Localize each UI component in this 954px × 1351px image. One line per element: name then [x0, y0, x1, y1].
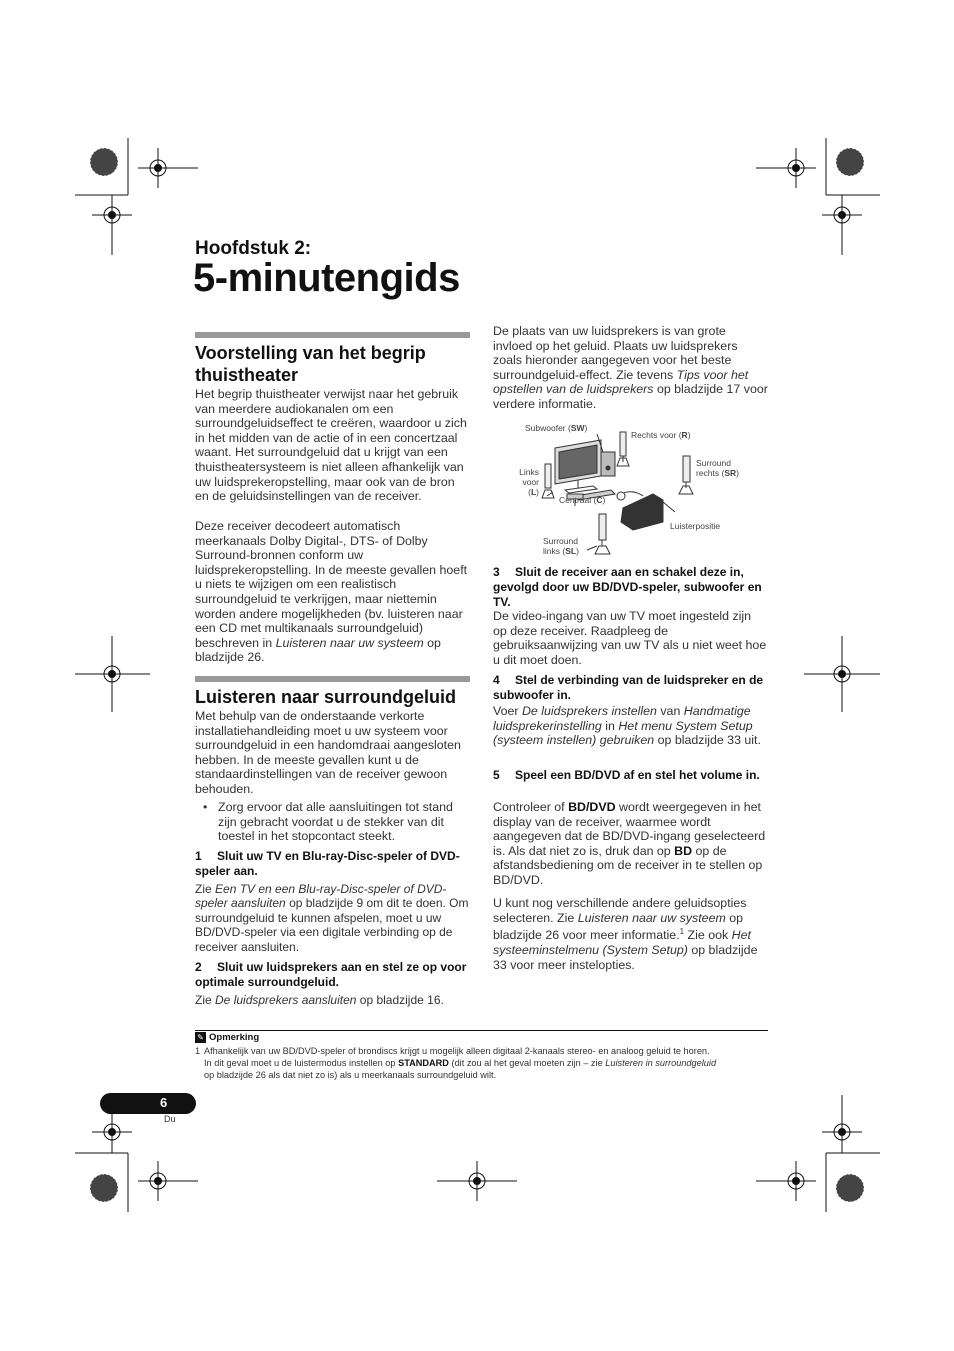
chapter-label: Hoofdstuk 2: [195, 238, 312, 259]
link-text: Het systeeminstelmenu (System Setup) [493, 928, 751, 957]
text: links ( [543, 546, 566, 556]
step-title: Sluit uw luidsprekers aan en stel ze op voor optimale surroundgeluid. [195, 960, 467, 989]
link-text: Een TV en een Blu-ray-Disc-speler of DVD-speler aansluiten [195, 882, 447, 911]
note-divider [195, 1030, 768, 1031]
text: Zie ook [684, 928, 732, 943]
label-surround-links: Surround links (SL) [543, 536, 579, 556]
page-tab [100, 1093, 196, 1114]
text: Links [519, 467, 539, 477]
step-number: 5 [493, 768, 500, 782]
step-title: Sluit uw TV en Blu-ray-Disc-speler of DVD-speler aan. [195, 849, 460, 878]
chapter-title: 5-minutengids [193, 256, 460, 300]
text: op bladzijde 16. [356, 993, 444, 1007]
text: Zie [195, 993, 216, 1007]
text: (dit zou al het geval moeten zijn – zie [448, 1058, 606, 1068]
text: In dit geval moet u de luistermodus instellen op [204, 1058, 399, 1068]
step-number: 4 [493, 673, 500, 687]
step-1-text [195, 882, 473, 954]
text: op bladzijde 9 om dit te doen. Om surroundgeluid te kunnen afspelen, moet u uw BD/DVD-speler via een digitale verbinding op de receiver aansluiten. [195, 896, 469, 954]
code: C [596, 495, 603, 505]
bullet-icon: • [203, 800, 208, 814]
step-3-title [493, 565, 771, 610]
section-heading-home-theater: Voorstelling van het begrip thuistheater [195, 343, 426, 385]
text: op bladzijde 26 als dat niet zo is) als u meerkanaals surroundgeluid wilt. [204, 1070, 497, 1080]
text: Deze receiver decodeert automatisch meerkanaals Dolby Digital-, DTS- of Dolby Surround-bronnen conform uw luidsprekeropstelling. In de meeste gevallen hoeft u niets te wijzigen om een realistisch surroundgeluid te verkrijgen, maar niettemin worden andere mogelijkheden (bv. luisteren naar een CD met multikanaals surroundgeluid) beschreven in [195, 519, 468, 650]
text: Surround [696, 458, 731, 468]
text: op bladzijde 33 voor meer instelopties. [493, 942, 758, 972]
text: U kunt nog verschillende andere geluidsopties selecteren. Zie [493, 896, 747, 925]
text: op bladzijde 26. [195, 635, 441, 665]
text: voor [522, 477, 539, 487]
text: wordt weergegeven in het display van de receiver, waarmee wordt aangegeven dat de BD/DVD-ingang geselecteerd is. Als dat niet zo is, druk dan op [493, 800, 766, 858]
step-4-title [493, 673, 771, 703]
note-title: Opmerking [209, 1032, 260, 1044]
label-subwoofer: Subwoofer (SW) [525, 423, 588, 433]
text: op bladzijde 26 voor meer informatie. [493, 910, 744, 943]
step-title: Speel een BD/DVD af en stel het volume in. [515, 768, 760, 782]
step-2-title [195, 960, 473, 990]
footnote-ref: 1 [679, 927, 685, 937]
code: SL [565, 546, 577, 556]
text: rechts ( [696, 468, 725, 478]
text: op de afstandsbediening om de receiver in te stellen op BD/DVD. [493, 843, 763, 887]
label-rechts-voor: Rechts voor (R) [631, 430, 691, 440]
mode-name: STANDARD [398, 1058, 449, 1068]
speaker-layout-diagram [493, 418, 768, 563]
section-bar [195, 332, 470, 338]
text: Afhankelijk van uw BD/DVD-speler of brondiscs krijgt u mogelijk alleen digitaal 2-kanaals stereo- en analoog geluid te horen. [204, 1046, 710, 1056]
code: SW [570, 423, 585, 433]
paragraph-more-options [493, 896, 771, 972]
section-bar [195, 676, 470, 682]
text: De plaats van uw luidsprekers is van grote invloed op het geluid. Plaats uw luidsprekers zoals hieronder aangegeven voor het beste surroundgeluid-effect. Zie tevens [493, 324, 738, 382]
step-number: 2 [195, 960, 202, 974]
text: van [656, 704, 684, 718]
text: Voer [493, 704, 522, 718]
text: Centraal ( [559, 495, 597, 505]
footnote [195, 1045, 770, 1081]
link-text: Handmatige luidsprekerinstelling [493, 704, 751, 733]
link-text: De luidsprekers aansluiten [215, 993, 357, 1007]
section-heading-surround: Luisteren naar surroundgeluid [195, 687, 457, 707]
step-3-text: De video-ingang van uw TV moet ingesteld zijn op deze receiver. Raadpleeg de gebruiksaanwijzing van uw TV als u niet weet hoe u dit moet doen. [493, 609, 767, 667]
text: Surround [543, 536, 578, 546]
label-surround-rechts: Surround rechts (SR) [696, 458, 739, 478]
label-links-voor: Links voor (L) [515, 467, 539, 497]
link-text: De luidsprekers instellen [521, 704, 657, 718]
display-code: BD/DVD [568, 800, 616, 814]
text: in [601, 718, 619, 733]
link-text: Het menu System Setup (systeem instellen) gebruiken [493, 718, 753, 748]
step-5-title [493, 768, 771, 783]
text: op bladzijde 33 uit. [654, 733, 761, 748]
code: L [530, 487, 537, 497]
step-5-text [493, 800, 768, 888]
paragraph: Het begrip thuistheater verwijst naar het gebruik van meerdere audiokanalen om een surroundgeluidseffect te creëren, waardoor u zich in het midden van de actie of in een concertzaal waant. Het surroundgeluid dat u krijgt van een thuistheatersysteem is niet alleen afhankelijk van uw luidsprekeropstelling, maar ook van de bron en de geluidsinstellingen van de receiver. [195, 387, 467, 504]
step-number: 3 [493, 565, 500, 579]
text: Controleer of [493, 800, 569, 814]
bullet-item [203, 800, 471, 844]
link-text: Luisteren in surroundgeluid [605, 1058, 717, 1068]
text: op bladzijde 17 voor verdere informatie. [493, 382, 768, 411]
step-4-text [493, 704, 768, 748]
text: Zie [195, 882, 216, 896]
paragraph [195, 519, 471, 665]
code: SR [724, 468, 737, 478]
code: R [681, 430, 688, 440]
step-title: Sluit de receiver aan en schakel deze in, gevolgd door uw BD/DVD-speler, subwoofer en TV. [493, 565, 762, 609]
link-text: Luisteren naar uw systeem [577, 910, 726, 925]
note-icon: ✎ [195, 1032, 206, 1043]
paragraph [493, 324, 768, 412]
step-title: Stel de verbinding van de luidspreker en de subwoofer in. [493, 673, 764, 702]
label-luisterpositie: Luisterpositie [670, 521, 721, 531]
button-name: BD [674, 843, 693, 858]
link-text: Luisteren naar uw systeem [275, 635, 424, 650]
label-centraal: Centraal (C) [559, 495, 606, 505]
bullet-text: Zorg ervoor dat alle aansluitingen tot stand zijn gebracht voordat u de stekker van dit toestel in het stopcontact steekt. [218, 800, 453, 844]
note-header [195, 1032, 259, 1043]
page-number: 6 [160, 1095, 168, 1110]
step-number: 1 [195, 849, 202, 863]
footnote-number: 1 [195, 1046, 201, 1056]
text: Rechts voor ( [631, 430, 682, 440]
link-text: Tips voor het opstellen van de luidsprekers [493, 367, 749, 397]
step-1-title [195, 849, 473, 879]
paragraph: Met behulp van de onderstaande verkorte installatiehandleiding moet u uw systeem voor surroundgeluid in een handomdraai aangesloten hebben. In de meeste gevallen kunt u de standaardinstellingen van de receiver gewoon behouden. [195, 709, 461, 796]
language-code: Du [164, 1114, 176, 1124]
step-2-text [195, 993, 473, 1007]
text: Subwoofer ( [525, 423, 571, 433]
